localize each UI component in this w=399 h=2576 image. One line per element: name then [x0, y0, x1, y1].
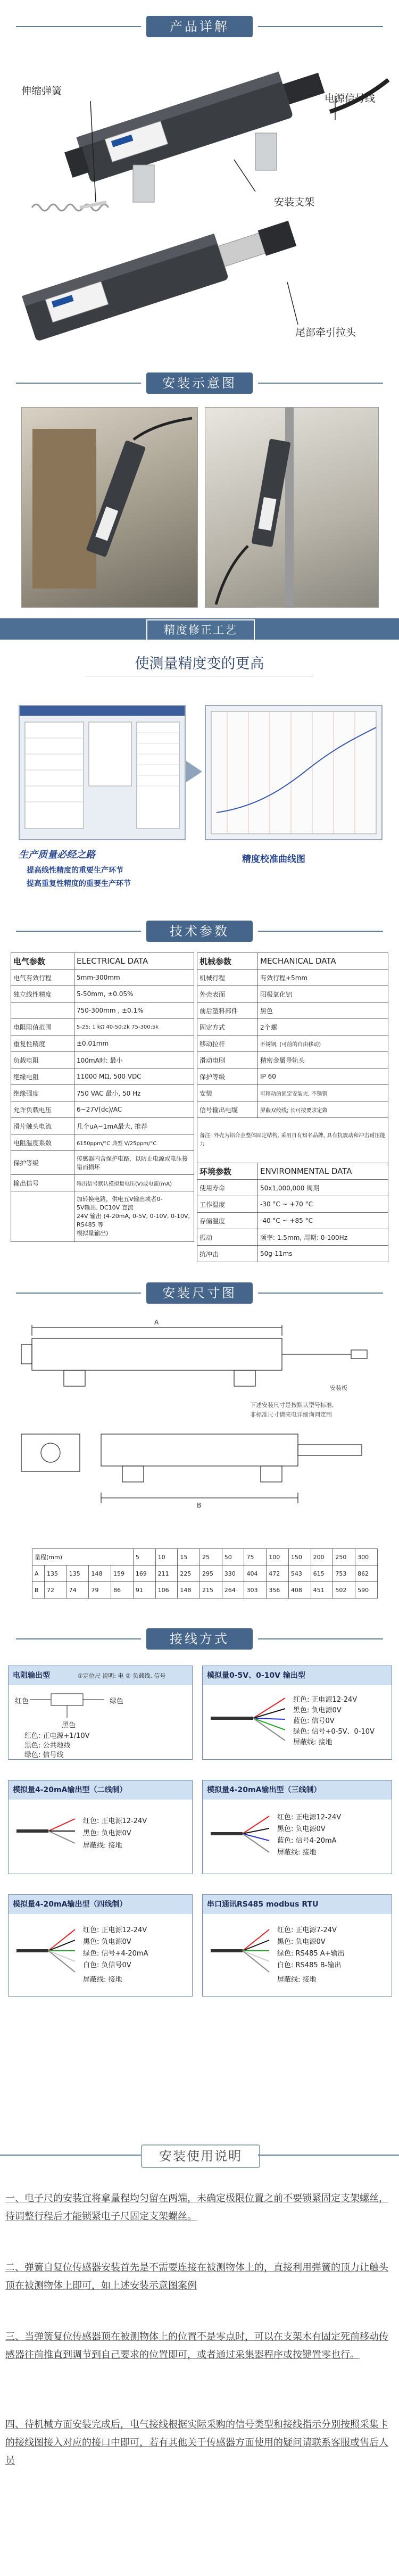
- usage-paragraph-1: 一、电子尺的安装宜将拿量程均匀留在两端，未确定极限位置之前不要锁紧固定支架螺丝，待调整行程后才能锁紧电子尺固定支架螺丝。: [5, 2193, 388, 2222]
- wiring-box-resistive: 电阻输出型 ①定位尺 说明: 电 ② 负载线, 信号 红色 绿色 黑色 红色: 正电源+1/10V 黑色: 公共地线 绿色: 信号线: [8, 1666, 193, 1760]
- wire-bundle-icon: [211, 1810, 275, 1858]
- wire-bundle-icon: [16, 1924, 80, 1977]
- calibration-screen-right: [205, 705, 383, 840]
- section-usage-header: [0, 2144, 399, 2166]
- precision-left-title: 生产质量必经之路: [19, 849, 95, 860]
- table-row: 固定方式 2个螺: [197, 1019, 388, 1036]
- label-cable: 电源信号线: [325, 93, 376, 104]
- wiring-box-title: 模拟量4-20mA输出型（四线制）: [9, 1895, 192, 1914]
- section-install-header: [0, 372, 399, 394]
- section-install-title: 安装示意图: [146, 372, 253, 394]
- wiring-box-title: 模拟量0-5V、0-10V 输出型: [203, 1666, 392, 1685]
- dimension-table: [32, 1548, 378, 1598]
- table-row: 振动 频率: 1.5mm, 周期: 0-100Hz: [197, 1229, 388, 1246]
- wiring-box-4-20-2wire: 模拟量4-20mA输出型（二线制） 红色: 正电源12-24V 黑色: 负电源0V 屏蔽线: 接地: [8, 1780, 193, 1874]
- wiring-box-title: 模拟量4-20mA输出型（三线制）: [203, 1780, 392, 1800]
- section-detail-title: 产品详解: [146, 16, 253, 37]
- svg-text:A: A: [154, 1319, 159, 1326]
- section-detail-header: [0, 16, 399, 37]
- label-pull: 尾部牵引拉头: [295, 327, 356, 338]
- table-row: 加转换电路，供电五V输出或者0- 5V输出, DC10V 直流 24V 输出 (4-20mA, 0-5V, 0-10V, 0-10V, RS485 等 模拟量输出): [11, 1191, 194, 1242]
- usage-paragraph-3: 三、当弹簧复位传感器顶在被测物体上的位置不是零点时，可以在支架木有固定死前移动传感器往前推直到调节到自己要求的位置即可，或者通过采集器程序或按键置零也行。: [5, 2331, 388, 2360]
- wiring-box-voltage: 模拟量0-5V、0-10V 输出型 红色: 正电源12-24V 黑色: 负电源0V 蓝色: 信号0V 绿色: 信号+0-5V、0-10V 屏蔽线: 接地: [202, 1666, 392, 1760]
- table-row: 电气有效行程 5mm-300mm: [11, 970, 194, 986]
- table-row: 备注: 外壳为铝合金整体固定结构, 采用自有知名品牌, 具有抗震动和冲击耐压能力: [197, 1118, 388, 1163]
- wire-bundle-icon: [211, 1692, 290, 1745]
- section-wiring-header: [0, 1628, 399, 1650]
- arrow-right-icon: [186, 761, 202, 782]
- table-row: 绝缘强度 750 VAC 最小, 50 Hz: [11, 1085, 194, 1101]
- spec-table-left: [11, 952, 194, 1242]
- wiring-box-4-20-4wire: 模拟量4-20mA输出型（四线制） 红色: 正电源12-24V 黑色: 负电源0V 绿色: 信号+4-20mA 白色: 负信号0V 屏蔽线: 接地: [8, 1894, 193, 1997]
- wiring-box-title: 串口通讯RS485 modbus RTU: [203, 1895, 392, 1914]
- table-row: 滑片触头电流 几个uA~1mA最大, 推荐: [11, 1118, 194, 1134]
- dimension-note-1: 下述安装尺寸是按默认型号标准,: [250, 1402, 334, 1409]
- table-row: 信号输出电缆 屏蔽双绞线; 长可按要求定做: [197, 1101, 388, 1118]
- table-row: 重复性精度 ±0.01mm: [11, 1036, 194, 1052]
- spec-mech-cn: 机械参数: [197, 953, 258, 970]
- table-row: 电阻阻值范围 5-25: 1 kΩ 40-50:2k 75-300:5k: [11, 1019, 194, 1036]
- wiring-box-title: 模拟量4-20mA输出型（二线制）: [9, 1780, 192, 1800]
- usage-paragraph-2: 二、弹簧自复位传感器安装首先是不需要连接在被测物体上的，直接利用弹簧的顶力让触头顶在被测物体上即可，如上述安装示意图案例: [5, 2262, 388, 2291]
- table-row: 保护等级 传感器内含保护电路，以防止电源或电压接错而损坏: [11, 1151, 194, 1175]
- spec-env-cn: 环境参数: [197, 1163, 258, 1180]
- section-wiring-title: 接线方式: [146, 1628, 253, 1650]
- section-tech-title: 技术参数: [146, 921, 253, 942]
- dimension-note-2: 非标准尺寸请来电详细询问定制: [250, 1411, 332, 1418]
- install-photo-right: [205, 407, 379, 608]
- table-row: 绝缘电阻 11000 MΩ, 500 VDC: [11, 1068, 194, 1085]
- dimension-drawing: [11, 1312, 388, 1546]
- precision-left-line1: 提高线性精度的重要生产环节: [27, 866, 123, 875]
- table-row: 移动拉杆 不锈钢, (可前的自由移动): [197, 1036, 388, 1052]
- table-row: 负载电阻 100mA时: 最小: [11, 1052, 194, 1068]
- precision-left-line2: 提高重复性精度的重要生产环节: [27, 880, 131, 888]
- spec-env-en: ENVIRONMENTAL DATA: [258, 1163, 388, 1180]
- table-row: 保护等级 IP 60: [197, 1068, 388, 1085]
- table-row: 输出信号 输出信号默认模拟量电压(V)或电流(mA): [11, 1175, 194, 1191]
- install-photo-left: [21, 407, 198, 608]
- table-row: 抗冲击 50g-11ms: [197, 1246, 388, 1262]
- spec-mech-en: MECHANICAL DATA: [258, 953, 388, 970]
- wiring-box-rs485: 串口通讯RS485 modbus RTU 红色: 正电源7-24V 黑色: 负电源0V 绿色: RS485 A+输出 白色: RS485 B-输出 屏蔽线: 接地: [202, 1894, 392, 1997]
- label-bracket: 安装支架: [274, 196, 315, 208]
- precision-headline: 使测量精度变的更高: [135, 656, 264, 672]
- section-dimension-header: [0, 1282, 399, 1304]
- table-row: 允许负载电压 6~27V(dc)/AC: [11, 1101, 194, 1118]
- wire-bundle-icon: [16, 1812, 80, 1850]
- wiring-box-4-20-3wire: 模拟量4-20mA输出型（三线制） 红色: 正电源12-24V 黑色: 负电源0V 蓝色: 信号4-20mA 屏蔽线: 接地: [202, 1780, 392, 1874]
- calibration-screen-left: [19, 705, 186, 840]
- table-row: 量程(mm) 5 10 15 25 50 75 100 150 200 250 300: [32, 1549, 378, 1566]
- section-dimension-title: 安装尺寸图: [146, 1282, 253, 1304]
- table-row: 存储温度 -40 °C ~ +85 °C: [197, 1213, 388, 1229]
- section-usage-title: 安装使用说明: [141, 2144, 260, 2168]
- label-spring: 伸缩弹簧: [21, 85, 62, 97]
- sensor-lower: [22, 211, 300, 342]
- wiring-box-title: 电阻输出型: [9, 1666, 192, 1685]
- spec-table-right: [197, 952, 388, 1262]
- table-row: 工作温度 -30 °C ~ +70 °C: [197, 1196, 388, 1213]
- table-row: 机械行程 有效行程+5mm: [197, 970, 388, 986]
- table-row: 电阻温度系数 6150ppm/°C 典型 V/25ppm/°C: [11, 1134, 194, 1151]
- spec-elec-en: ELECTRICAL DATA: [74, 953, 194, 970]
- sensor-upper: [61, 60, 329, 188]
- precision-banner-box: 精度修正工艺: [146, 619, 255, 641]
- table-row: 滑动电刷 精密金属导轨头: [197, 1052, 388, 1068]
- table-row: 使用寿命 50x1,000,000 周期: [197, 1180, 388, 1196]
- table-row: 安装 可移动的固定安装夹, 不锈钢: [197, 1085, 388, 1101]
- dimension-note-3: 安装板: [330, 1385, 347, 1391]
- table-row: 外壳表面 阳极氧化铝: [197, 986, 388, 1003]
- section-tech-header: [0, 921, 399, 942]
- table-row: 独立线性精度 5-50mm, ±0.05%: [11, 986, 194, 1003]
- table-row: 750-300mm , ±0.1%: [11, 1003, 194, 1019]
- table-row: 前后塑料部件 黑色: [197, 1003, 388, 1019]
- usage-paragraph-4: 四、待机械方面安装完成后，电气接线根据实际采购的信号类型和接线指示分别按照采集卡的接线图接入对应的接口中即可，若有其他关于传感器方面使用的疑问请联系客服或售后人员: [5, 2419, 388, 2466]
- wire-bundle-icon: [211, 1924, 275, 1977]
- svg-text:B: B: [197, 1502, 202, 1509]
- precision-right-caption: 精度校准曲线图: [242, 854, 305, 865]
- spec-elec-cn: 电气参数: [11, 953, 74, 970]
- table-row: B 72 74 79 86 91 106 148 215 264 303 356 408 451 502 590: [32, 1582, 378, 1598]
- table-row: A 135 135 148 159 169 211 225 295 330 404 472 543 615 753 862: [32, 1566, 378, 1582]
